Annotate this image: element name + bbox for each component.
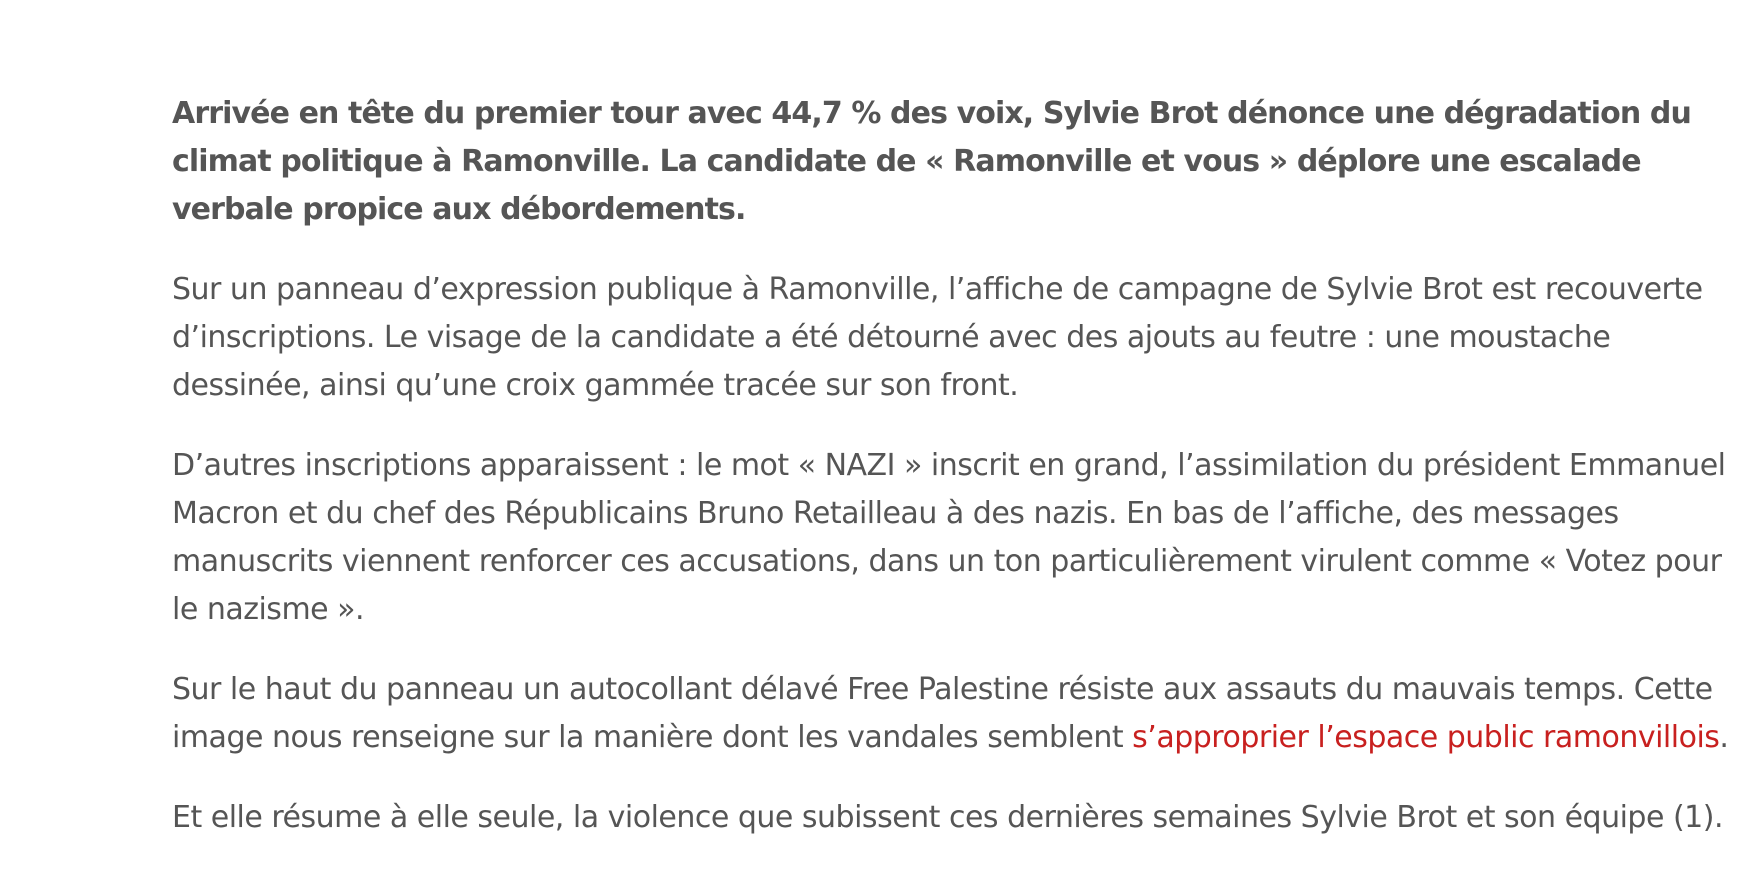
paragraph-sticker-end: .: [1719, 720, 1729, 755]
paragraph-violence-summary: Et elle résume à elle seule, la violence que subissent ces dernières semaines Sylvie Brot et son équipe (1).: [172, 800, 1723, 835]
paragraph-sticker: [172, 666, 1732, 762]
paragraph-poster-description: Sur un panneau d’expression publique à Ramonville, l’affiche de campagne de Sylvie Brot est recouverte d’inscriptions. Le visage de la candidate a été détourné avec des ajouts au feutre : une moustache dessinée, ainsi qu’une croix gammée tracée sur son front.: [172, 272, 1703, 403]
public-space-link[interactable]: s’approprier l’espace public ramonvillois: [1132, 720, 1720, 755]
article-body: [172, 90, 1732, 874]
article-lead: Arrivée en tête du premier tour avec 44,7 % des voix, Sylvie Brot dénonce une dégradation du climat politique à Ramonville. La candidate de « Ramonville et vous » déplore une escalade verbale propice aux débordements.: [172, 96, 1691, 227]
paragraph-inscriptions: D’autres inscriptions apparaissent : le mot « NAZI » inscrit en grand, l’assimilation du président Emmanuel Macron et du chef des Républicains Bruno Retailleau à des nazis. En bas de l’affiche, des messages manuscrits viennent renforcer ces accusations, dans un ton particulièrement virulent comme « Votez pour le nazisme ».: [172, 448, 1726, 627]
paragraph-sticker-text: Sur le haut du panneau un autocollant délavé Free Palestine résiste aux assauts du mauvais temps. Cette image nous renseigne sur la manière dont les vandales semblent: [172, 672, 1713, 755]
